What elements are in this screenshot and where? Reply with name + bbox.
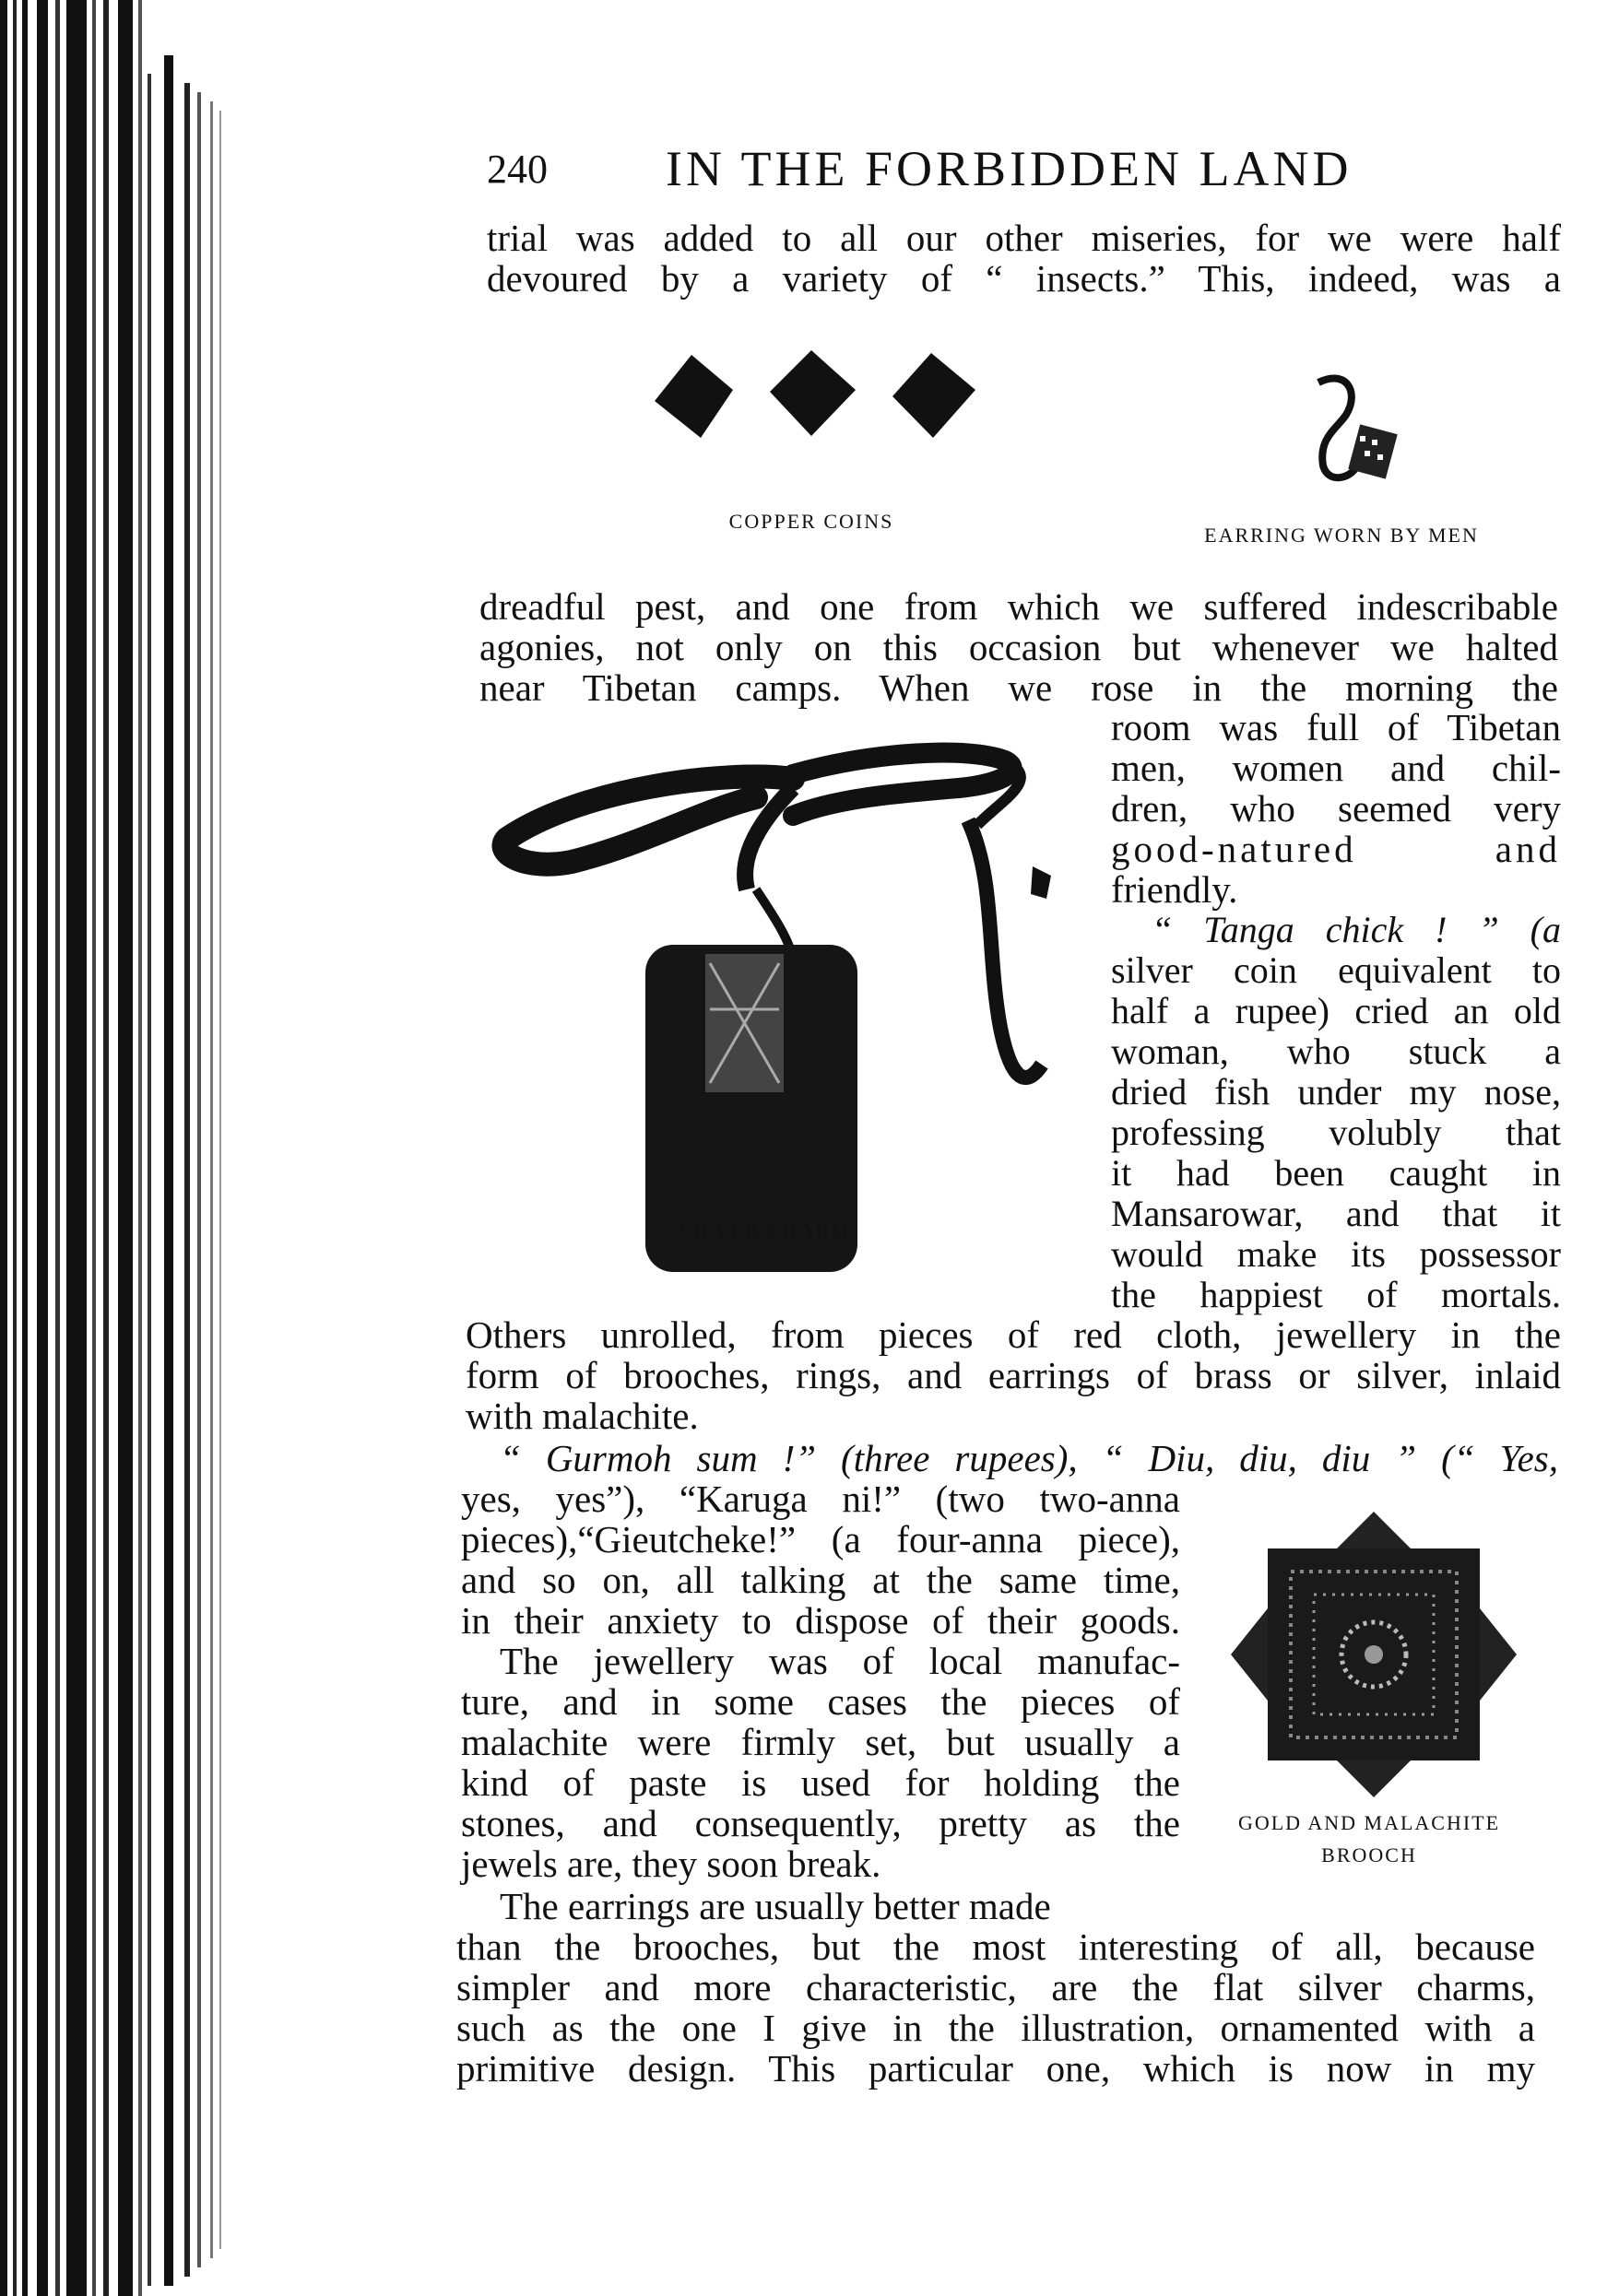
copper-coins-illustration (636, 346, 987, 447)
text-line: form of brooches, rings, and earrings of brass or silver, inlaid (466, 1354, 1561, 1396)
text-line: “ Tanga chick ! ” (a (1152, 909, 1561, 950)
text-line: “ Gurmoh sum !” (three rupees), “ Diu, diu, diu ” (“ Yes, (500, 1437, 1558, 1479)
brooch-caption-line-2: BROOCH (1321, 1843, 1417, 1866)
paragraph-jewellery-manufacture (461, 1641, 1180, 1884)
text-line: the happiest of mortals. (1111, 1274, 1561, 1315)
text-line: such as the one I give in the illustration, ornamented with a (456, 2007, 1535, 2049)
paragraph-opening (487, 218, 1561, 299)
paragraph-gurmoh-sum-continued (461, 1478, 1180, 1641)
brooch-illustration (1226, 1507, 1521, 1802)
paragraph-room-full (1111, 707, 1561, 910)
text-line: dried fish under my nose, (1111, 1071, 1561, 1113)
paragraph-tanga-chick (1111, 910, 1561, 1315)
text-line: friendly. (1111, 868, 1238, 911)
earring-caption: EARRING WORN BY MEN (1204, 524, 1479, 547)
text-line: agonies, not only on this occasion but whenever we halted (479, 626, 1558, 668)
text-line: The jewellery was of local manufac- (500, 1640, 1180, 1682)
text-line: would make its possessor (1111, 1233, 1561, 1275)
earring-illustration (1282, 364, 1411, 493)
paragraph-gurmoh-sum (461, 1438, 1558, 1478)
silver-charm-caption: SILVER CHARM (680, 1219, 851, 1242)
text-line: simpler and more characteristic, are the flat silver charms, (456, 1966, 1535, 2008)
text-line: dren, who seemed very (1111, 787, 1561, 830)
text-line: professing volubly that (1111, 1112, 1561, 1153)
text-line: trial was added to all our other miseries, for we were half (487, 217, 1561, 259)
paragraph-dreadful-pest (479, 586, 1558, 708)
page-number: 240 (487, 147, 548, 192)
text-line: men, women and chil- (1111, 747, 1561, 789)
paragraph-earrings-better-continued (456, 1926, 1535, 2089)
book-binding-shadow (0, 0, 240, 2296)
text-line: kind of paste is used for holding the (461, 1761, 1180, 1804)
text-line: and so on, all talking at the same time, (461, 1559, 1180, 1601)
text-line: primitive design. This particular one, which is now in my (456, 2047, 1535, 2090)
text-line: jewels are, they soon break. (461, 1843, 881, 1885)
text-line: in their anxiety to dispose of their goods. (461, 1599, 1180, 1642)
text-line: near Tibetan camps. When we rose in the morning the (479, 666, 1558, 709)
text-line: room was full of Tibetan (1111, 706, 1561, 748)
text-line: good-natured and (1111, 828, 1561, 870)
text-line: it had been caught in (1111, 1152, 1561, 1194)
text-line: with malachite. (466, 1395, 699, 1437)
text-line: than the brooches, but the most interesting of all, because (456, 1925, 1535, 1968)
text-line: devoured by a variety of “ insects.” This, indeed, was a (487, 257, 1561, 300)
text-line: half a rupee) cried an old (1111, 990, 1561, 1031)
text-line: pieces),“Gieutcheke!” (a four-anna piece), (461, 1518, 1180, 1560)
paragraph-others-unrolled (466, 1314, 1561, 1436)
copper-coins-caption: COPPER COINS (728, 510, 894, 533)
brooch-caption-line-1: GOLD AND MALACHITE (1237, 1811, 1501, 1834)
silver-charm-illustration (489, 733, 1060, 1286)
text-line: yes, yes”), “Karuga ni!” (two two-anna (461, 1478, 1180, 1520)
text-line: Others unrolled, from pieces of red cloth, jewellery in the (466, 1313, 1561, 1356)
running-title: IN THE FORBIDDEN LAND (666, 141, 1353, 196)
text-line: silver coin equivalent to (1111, 949, 1561, 991)
paragraph-earrings-better (461, 1886, 1180, 1926)
text-line: dreadful pest, and one from which we suffered indescribable (479, 585, 1558, 628)
text-line: Mansarowar, and that it (1111, 1193, 1561, 1234)
text-line: woman, who stuck a (1111, 1030, 1561, 1072)
text-line: The earrings are usually better made (500, 1885, 1051, 1927)
text-line: malachite were firmly set, but usually a (461, 1721, 1180, 1763)
text-line: stones, and consequently, pretty as the (461, 1802, 1180, 1844)
text-line: ture, and in some cases the pieces of (461, 1680, 1180, 1723)
